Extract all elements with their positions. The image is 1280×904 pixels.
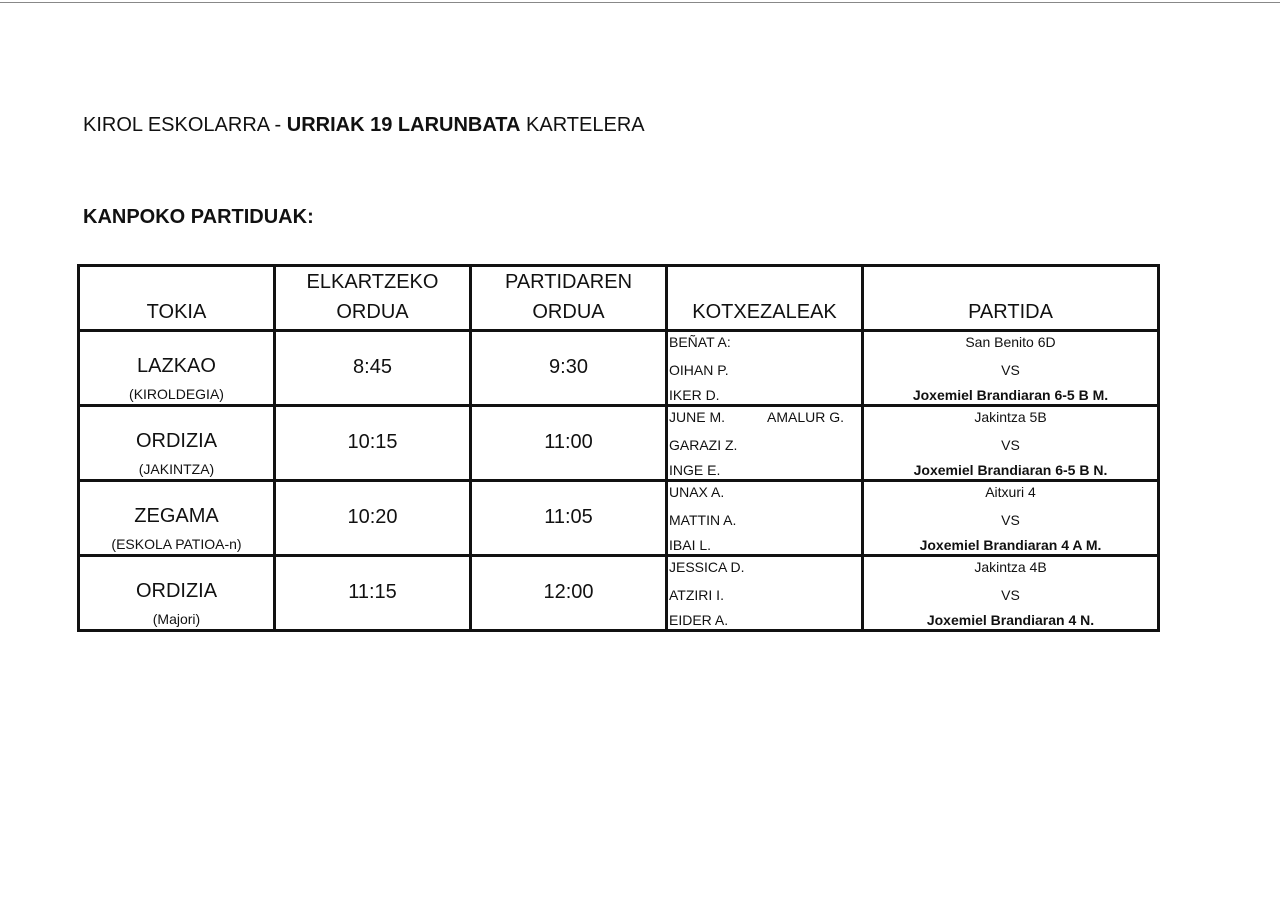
away-team: Joxemiel Brandiaran 6-5 B M. xyxy=(912,387,1109,403)
match-time: 12:00 xyxy=(543,581,594,603)
match-time: 11:00 xyxy=(544,431,593,453)
driver-name: IKER D. xyxy=(669,387,720,403)
section-heading: KANPOKO PARTIDUAK: xyxy=(83,206,314,228)
driver-name: OIHAN P. xyxy=(669,362,729,378)
driver-name: UNAX A. xyxy=(669,484,725,500)
meet-time-cell xyxy=(275,331,471,406)
match-time: 11:05 xyxy=(544,506,593,528)
place-venue: (KIROLDEGIA) xyxy=(129,386,224,402)
place-cell xyxy=(79,331,275,406)
place-cell xyxy=(79,406,275,481)
drivers-cell xyxy=(667,481,863,556)
match-time-cell xyxy=(471,406,667,481)
title-prefix: KIROL ESKOLARRA - xyxy=(83,114,287,136)
drivers-cell xyxy=(667,331,863,406)
away-team: Joxemiel Brandiaran 6-5 B N. xyxy=(913,462,1108,478)
place-venue: (Majori) xyxy=(152,611,201,627)
place-name: LAZKAO xyxy=(137,355,216,377)
place-name: ORDIZIA xyxy=(135,430,218,452)
match-cell xyxy=(863,331,1159,406)
place-venue: (ESKOLA PATIOA-n) xyxy=(111,536,242,552)
meet-time: 11:15 xyxy=(348,581,397,603)
driver-name: ATZIRI I. xyxy=(669,587,724,603)
header-partidaren-ordua: PARTIDAREN ORDUA xyxy=(471,266,667,331)
page-title xyxy=(83,114,645,137)
place-name: ZEGAMA xyxy=(134,505,219,527)
match-cell xyxy=(863,406,1159,481)
away-team: Joxemiel Brandiaran 4 A M. xyxy=(919,537,1102,553)
place-cell xyxy=(79,556,275,631)
driver-name: JESSICA D. xyxy=(669,559,745,575)
table-row xyxy=(79,481,1159,556)
meet-time-cell xyxy=(275,406,471,481)
match-time: 9:30 xyxy=(549,356,588,378)
meet-time: 10:15 xyxy=(347,431,398,453)
title-suffix: KARTELERA xyxy=(520,114,645,136)
match-cell xyxy=(863,556,1159,631)
driver-name: IBAI L. xyxy=(669,537,712,553)
header-kotxezaleak: KOTXEZALEAK xyxy=(667,266,863,331)
place-cell xyxy=(79,481,275,556)
home-team: Jakintza 4B xyxy=(974,559,1047,575)
driver-name-extra: AMALUR G. xyxy=(767,409,845,425)
header-partida: PARTIDA xyxy=(863,266,1159,331)
table-row xyxy=(79,331,1159,406)
match-time-cell xyxy=(471,481,667,556)
table-row xyxy=(79,556,1159,631)
home-team: Jakintza 5B xyxy=(974,409,1047,425)
scan-top-edge xyxy=(0,2,1280,3)
driver-name: INGE E. xyxy=(669,462,721,478)
title-date: URRIAK 19 LARUNBATA xyxy=(286,114,521,136)
driver-name: JUNE M. xyxy=(669,409,725,425)
meet-time-cell xyxy=(275,556,471,631)
place-name: ORDIZIA xyxy=(135,580,218,602)
away-team: Joxemiel Brandiaran 4 N. xyxy=(926,612,1095,628)
driver-name: BEÑAT A: xyxy=(669,334,731,350)
driver-name: GARAZI Z. xyxy=(669,437,738,453)
header-elkartzeko-ordua: ELKARTZEKO ORDUA xyxy=(275,266,471,331)
versus-label: VS xyxy=(1001,437,1020,453)
drivers-cell xyxy=(667,556,863,631)
place-venue: (JAKINTZA) xyxy=(138,461,215,477)
meet-time: 10:20 xyxy=(347,506,398,528)
header-row xyxy=(79,266,1159,331)
versus-label: VS xyxy=(1001,362,1020,378)
table-row xyxy=(79,406,1159,481)
driver-name: EIDER A. xyxy=(669,612,729,628)
meet-time: 8:45 xyxy=(353,356,392,378)
match-time-cell xyxy=(471,331,667,406)
drivers-cell xyxy=(667,406,863,481)
header-tokia: TOKIA xyxy=(79,266,275,331)
schedule-table xyxy=(77,264,1160,632)
versus-label: VS xyxy=(1001,512,1020,528)
driver-name: MATTIN A. xyxy=(669,512,737,528)
home-team: San Benito 6D xyxy=(965,334,1056,350)
meet-time-cell xyxy=(275,481,471,556)
match-cell xyxy=(863,481,1159,556)
match-time-cell xyxy=(471,556,667,631)
home-team: Aitxuri 4 xyxy=(985,484,1036,500)
versus-label: VS xyxy=(1001,587,1020,603)
